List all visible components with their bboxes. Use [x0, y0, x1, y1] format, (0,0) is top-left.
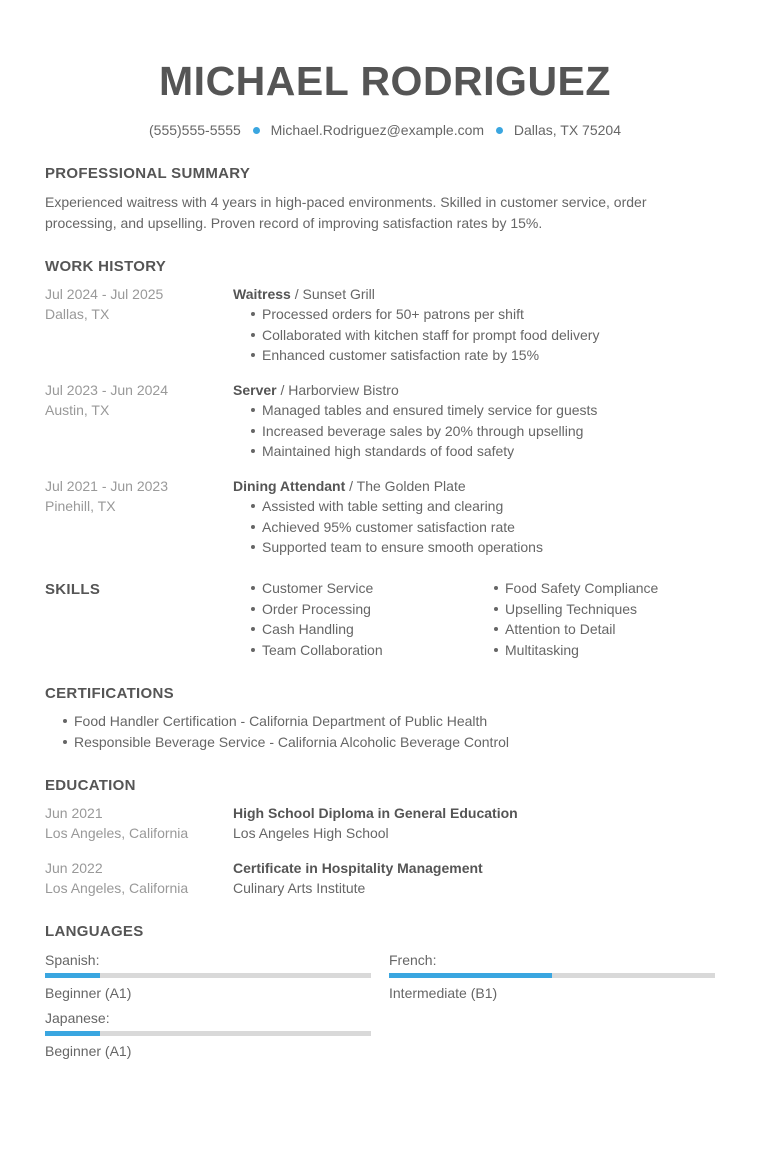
job-title	[233, 284, 375, 304]
education-date: Jun 2021	[45, 805, 103, 821]
job-employer: / Sunset Grill	[290, 286, 375, 302]
education-heading: EDUCATION	[45, 777, 136, 794]
job-location: Dallas, TX	[45, 306, 110, 322]
proficiency-fill	[45, 1031, 100, 1036]
contact-line	[45, 122, 725, 138]
candidate-name: MICHAEL RODRIGUEZ	[159, 58, 611, 104]
skill-item: Order Processing	[262, 599, 383, 620]
job-bullet: Collaborated with kitchen staff for prompt food delivery	[262, 325, 599, 346]
education-location: Los Angeles, California	[45, 825, 189, 841]
job-dates: Jul 2024 - Jul 2025	[45, 286, 164, 302]
education-date: Jun 2022	[45, 860, 103, 876]
skill-item: Multitasking	[505, 640, 658, 661]
skill-item: Team Collaboration	[262, 640, 383, 661]
summary-text: Experienced waitress with 4 years in high-paced environments. Skilled in customer service, order processing, and upselling. Proven record of improving satisfaction rates by 15%.	[45, 194, 647, 231]
education-location: Los Angeles, California	[45, 880, 189, 896]
language-entry	[45, 1009, 371, 1060]
job-bullet: Achieved 95% customer satisfaction rate	[262, 517, 543, 538]
job-bullets	[262, 400, 597, 462]
language-entry	[45, 951, 371, 1002]
job-employer: / Harborview Bistro	[276, 382, 399, 398]
skill-item: Upselling Techniques	[505, 599, 658, 620]
job-role: Waitress	[233, 286, 291, 302]
phone: (555)555-5555	[149, 122, 241, 138]
job-employer: / The Golden Plate	[345, 478, 466, 494]
skill-item: Cash Handling	[262, 619, 383, 640]
job-bullet: Supported team to ensure smooth operations	[262, 537, 543, 558]
certifications-heading: CERTIFICATIONS	[45, 685, 174, 702]
job-bullets	[262, 304, 599, 366]
proficiency-bar	[389, 973, 715, 978]
education-degree: Certificate in Hospitality Management	[233, 860, 483, 876]
job-title	[233, 476, 466, 496]
skills-heading: SKILLS	[45, 581, 101, 598]
education-school: Los Angeles High School	[233, 825, 389, 841]
job-location: Pinehill, TX	[45, 498, 116, 514]
job-bullet: Enhanced customer satisfaction rate by 15%	[262, 345, 599, 366]
skill-item: Customer Service	[262, 578, 383, 599]
job-dates: Jul 2023 - Jun 2024	[45, 382, 168, 398]
language-name: Japanese:	[45, 1010, 110, 1026]
job-bullet: Maintained high standards of food safety	[262, 441, 597, 462]
skill-item: Attention to Detail	[505, 619, 658, 640]
proficiency-bar	[45, 973, 371, 978]
language-name: Spanish:	[45, 952, 100, 968]
job-title	[233, 380, 399, 400]
separator-dot-icon	[253, 127, 260, 134]
job-bullet: Managed tables and ensured timely service for guests	[262, 400, 597, 421]
languages-heading: LANGUAGES	[45, 923, 144, 940]
location: Dallas, TX 75204	[513, 122, 621, 138]
language-level: Intermediate (B1)	[389, 985, 498, 1001]
skills-column-1	[262, 578, 383, 660]
language-entry	[389, 951, 715, 1002]
summary-heading: PROFESSIONAL SUMMARY	[45, 165, 251, 182]
certifications-list	[74, 711, 509, 752]
language-name: French:	[389, 952, 437, 968]
job-bullet: Increased beverage sales by 20% through upselling	[262, 421, 597, 442]
proficiency-fill	[45, 973, 100, 978]
job-role: Dining Attendant	[233, 478, 346, 494]
language-level: Beginner (A1)	[45, 1043, 132, 1059]
skill-item: Food Safety Compliance	[505, 578, 658, 599]
skills-column-2	[505, 578, 658, 660]
education-degree: High School Diploma in General Education	[233, 805, 518, 821]
language-level: Beginner (A1)	[45, 985, 132, 1001]
work-history-heading: WORK HISTORY	[45, 258, 167, 275]
separator-dot-icon	[496, 127, 503, 134]
proficiency-bar	[45, 1031, 371, 1036]
job-bullets	[262, 496, 543, 558]
email: Michael.Rodriguez@example.com	[270, 122, 485, 138]
certification-item: Food Handler Certification - California Department of Public Health	[74, 711, 509, 732]
job-dates: Jul 2021 - Jun 2023	[45, 478, 168, 494]
job-location: Austin, TX	[45, 402, 110, 418]
job-bullet: Assisted with table setting and clearing	[262, 496, 543, 517]
proficiency-fill	[389, 973, 552, 978]
certification-item: Responsible Beverage Service - California Alcoholic Beverage Control	[74, 732, 509, 753]
job-bullet: Processed orders for 50+ patrons per shift	[262, 304, 599, 325]
education-school: Culinary Arts Institute	[233, 880, 366, 896]
job-role: Server	[233, 382, 277, 398]
